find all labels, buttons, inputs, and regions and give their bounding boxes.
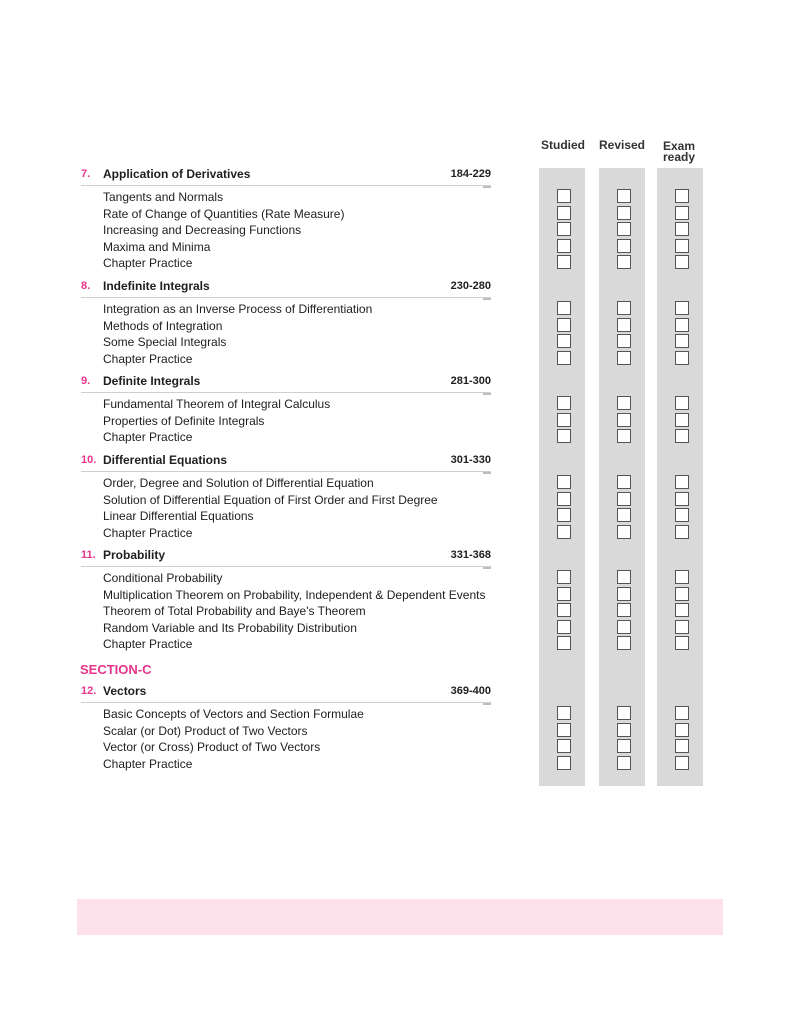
topic-item: Order, Degree and Solution of Differential Equation — [103, 476, 374, 490]
chapter-number: 12. — [81, 685, 97, 697]
topic-item: Tangents and Normals — [103, 190, 224, 204]
chapter-title: Indefinite Integrals — [103, 279, 210, 293]
topic-item: Conditional Probability — [103, 571, 223, 585]
topic-item: Random Variable and Its Probability Distribution — [103, 620, 357, 635]
revised-checkbox[interactable] — [617, 222, 631, 236]
topic-item: Scalar (or Dot) Product of Two Vectors — [103, 723, 308, 738]
studied-checkbox[interactable] — [557, 206, 571, 220]
chapter-number: 8. — [81, 280, 91, 292]
topic-item: Fundamental Theorem of Integral Calculus — [103, 397, 331, 411]
chapter-page-range: 331-368 — [450, 549, 491, 561]
rule-tick — [483, 393, 491, 395]
exam-ready-checkbox[interactable] — [675, 318, 689, 332]
topic-item: Chapter Practice — [103, 637, 193, 651]
topic-item: Chapter Practice — [103, 351, 193, 366]
chapter-heading — [81, 685, 491, 703]
studied-checkbox[interactable] — [557, 351, 571, 365]
chapter-heading — [81, 375, 491, 393]
column-header-exam-ready: Exam ready — [662, 139, 696, 164]
revised-checkbox[interactable] — [617, 620, 631, 634]
exam-ready-checkbox[interactable] — [675, 301, 689, 315]
chapter-number: 11. — [81, 549, 96, 561]
topic-item: Integration as an Inverse Process of Differentiation — [103, 302, 373, 316]
exam-ready-checkbox[interactable] — [675, 525, 689, 539]
topic-item: Methods of Integration — [103, 318, 223, 333]
topic-item: Linear Differential Equations — [103, 509, 254, 523]
topic-item: Maxima and Minima — [103, 239, 211, 254]
studied-checkbox[interactable] — [557, 587, 571, 601]
rule-tick — [483, 298, 491, 300]
footer-band — [77, 899, 723, 935]
studied-checkbox[interactable] — [557, 396, 571, 410]
topic-item: Chapter Practice — [103, 756, 193, 771]
exam-ready-checkbox[interactable] — [675, 475, 689, 489]
revised-checkbox[interactable] — [617, 351, 631, 365]
exam-ready-checkbox[interactable] — [675, 756, 689, 770]
revised-checkbox[interactable] — [617, 525, 631, 539]
chapter-heading — [81, 454, 491, 472]
studied-checkbox[interactable] — [557, 603, 571, 617]
revised-checkbox[interactable] — [617, 318, 631, 332]
chapter-heading — [81, 280, 491, 298]
chapter-page-range: 301-330 — [450, 454, 491, 466]
revised-checkbox[interactable] — [617, 723, 631, 737]
exam-ready-checkbox[interactable] — [675, 706, 689, 720]
chapter-title: Definite Integrals — [103, 374, 201, 388]
revised-checkbox[interactable] — [617, 413, 631, 427]
studied-checkbox[interactable] — [557, 756, 571, 770]
exam-ready-checkbox[interactable] — [675, 255, 689, 269]
exam-ready-checkbox[interactable] — [675, 239, 689, 253]
revised-checkbox[interactable] — [617, 475, 631, 489]
revised-checkbox[interactable] — [617, 189, 631, 203]
revised-checkbox[interactable] — [617, 255, 631, 269]
studied-checkbox[interactable] — [557, 508, 571, 522]
studied-checkbox[interactable] — [557, 255, 571, 269]
chapter-title: Probability — [103, 548, 166, 562]
revised-checkbox[interactable] — [617, 603, 631, 617]
topic-item: Solution of Differential Equation of First Order and First Degree — [103, 492, 438, 507]
studied-checkbox[interactable] — [557, 620, 571, 634]
rule-tick — [483, 472, 491, 474]
topic-item: Properties of Definite Integrals — [103, 413, 265, 428]
exam-ready-checkbox[interactable] — [675, 222, 689, 236]
exam-ready-checkbox[interactable] — [675, 570, 689, 584]
chapter-heading — [81, 549, 491, 567]
rule-tick — [483, 567, 491, 569]
revised-checkbox[interactable] — [617, 334, 631, 348]
topic-item: Chapter Practice — [103, 256, 193, 270]
revised-checkbox[interactable] — [617, 587, 631, 601]
revised-checkbox[interactable] — [617, 570, 631, 584]
studied-checkbox[interactable] — [557, 334, 571, 348]
chapter-page-range: 184-229 — [450, 168, 491, 180]
exam-ready-checkbox[interactable] — [675, 587, 689, 601]
chapter-number: 10. — [81, 454, 97, 466]
studied-checkbox[interactable] — [557, 413, 571, 427]
rule-tick — [483, 186, 491, 188]
studied-checkbox[interactable] — [557, 475, 571, 489]
exam-ready-checkbox[interactable] — [675, 508, 689, 522]
exam-ready-checkbox[interactable] — [675, 413, 689, 427]
exam-ready-checkbox[interactable] — [675, 189, 689, 203]
chapter-heading — [81, 168, 491, 186]
chapter-page-range: 369-400 — [450, 685, 491, 697]
topic-item: Chapter Practice — [103, 430, 193, 444]
studied-checkbox[interactable] — [557, 301, 571, 315]
exam-ready-checkbox[interactable] — [675, 492, 689, 506]
revised-checkbox[interactable] — [617, 429, 631, 443]
exam-ready-checkbox[interactable] — [675, 429, 689, 443]
studied-checkbox[interactable] — [557, 739, 571, 753]
topic-item: Vector (or Cross) Product of Two Vectors — [103, 740, 321, 754]
topic-item: Basic Concepts of Vectors and Section Formulae — [103, 707, 364, 721]
exam-ready-checkbox[interactable] — [675, 620, 689, 634]
revised-checkbox[interactable] — [617, 396, 631, 410]
studied-checkbox[interactable] — [557, 570, 571, 584]
studied-checkbox[interactable] — [557, 222, 571, 236]
chapter-number: 9. — [81, 375, 91, 387]
chapter-title: Application of Derivatives — [103, 167, 251, 181]
exam-ready-checkbox[interactable] — [675, 723, 689, 737]
topic-item: Theorem of Total Probability and Baye's Theorem — [103, 604, 366, 618]
studied-checkbox[interactable] — [557, 318, 571, 332]
exam-ready-checkbox[interactable] — [675, 603, 689, 617]
rule-tick — [483, 703, 491, 705]
revised-checkbox[interactable] — [617, 301, 631, 315]
chapter-number: 7. — [81, 168, 91, 180]
revised-checkbox[interactable] — [617, 508, 631, 522]
chapter-title: Vectors — [103, 684, 147, 698]
chapter-title: Differential Equations — [103, 453, 228, 467]
section-heading: SECTION-C — [80, 662, 152, 677]
studied-checkbox[interactable] — [557, 429, 571, 443]
revised-checkbox[interactable] — [617, 239, 631, 253]
exam-ready-checkbox[interactable] — [675, 334, 689, 348]
column-header-revised: Revised — [598, 138, 646, 152]
studied-checkbox[interactable] — [557, 723, 571, 737]
topic-item: Multiplication Theorem on Probability, Independent & Dependent Events — [103, 587, 486, 602]
revised-checkbox[interactable] — [617, 756, 631, 770]
studied-checkbox[interactable] — [557, 492, 571, 506]
studied-checkbox[interactable] — [557, 189, 571, 203]
topic-item: Chapter Practice — [103, 525, 193, 540]
studied-checkbox[interactable] — [557, 636, 571, 650]
revised-checkbox[interactable] — [617, 492, 631, 506]
chapter-page-range: 230-280 — [450, 280, 491, 292]
revised-checkbox[interactable] — [617, 636, 631, 650]
topic-item: Rate of Change of Quantities (Rate Measure) — [103, 206, 345, 221]
column-header-studied: Studied — [541, 138, 585, 152]
exam-ready-checkbox[interactable] — [675, 636, 689, 650]
revised-checkbox[interactable] — [617, 206, 631, 220]
studied-checkbox[interactable] — [557, 239, 571, 253]
studied-checkbox[interactable] — [557, 706, 571, 720]
topic-item: Increasing and Decreasing Functions — [103, 223, 302, 237]
studied-checkbox[interactable] — [557, 525, 571, 539]
exam-ready-checkbox[interactable] — [675, 351, 689, 365]
exam-ready-checkbox[interactable] — [675, 396, 689, 410]
exam-ready-checkbox[interactable] — [675, 206, 689, 220]
exam-ready-checkbox[interactable] — [675, 739, 689, 753]
chapter-page-range: 281-300 — [450, 375, 491, 387]
topic-item: Some Special Integrals — [103, 335, 227, 349]
revised-checkbox[interactable] — [617, 739, 631, 753]
revised-checkbox[interactable] — [617, 706, 631, 720]
